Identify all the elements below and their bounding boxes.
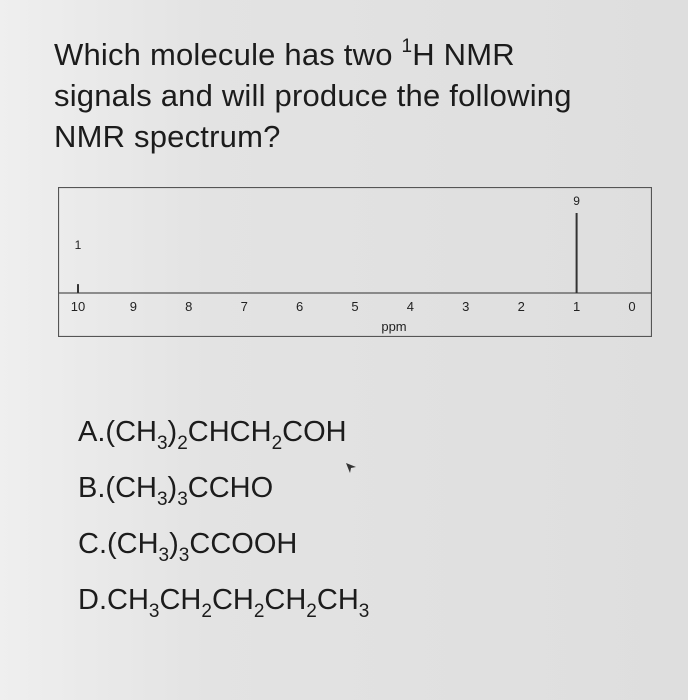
answer-option-b <box>78 468 598 524</box>
x-tick-label-0: 0 <box>628 299 636 314</box>
formula-subscript: 2 <box>253 601 265 622</box>
superscript-one: 1 <box>401 36 413 57</box>
formula-segment: ) <box>169 528 179 560</box>
answer-option-c <box>78 524 598 580</box>
formula-subscript: 3 <box>178 545 190 566</box>
question-line-1-pre: Which molecule has two <box>54 37 402 72</box>
x-tick-label-5: 5 <box>351 299 359 314</box>
question-line-1 <box>54 34 654 75</box>
formula-segment: (CH <box>105 416 157 448</box>
formula-subscript: 2 <box>271 433 283 454</box>
x-axis-label: ppm <box>381 319 407 334</box>
formula-subscript: 3 <box>358 601 370 622</box>
x-tick-label-1: 1 <box>572 299 581 314</box>
formula-segment: COH <box>282 416 347 448</box>
x-tick-label-10: 10 <box>70 299 86 314</box>
x-tick-label-6: 6 <box>295 299 304 314</box>
formula-segment: CH <box>107 584 149 616</box>
option-formula <box>105 412 346 452</box>
pointer-arrow-icon <box>344 461 358 475</box>
question-line-1-post: H NMR <box>412 37 515 72</box>
question-text <box>54 34 654 157</box>
formula-subscript: 3 <box>156 433 168 454</box>
formula-segment: (CH <box>107 528 159 560</box>
option-letter: C. <box>78 528 107 560</box>
peak-integration-label-0: 1 <box>74 238 82 252</box>
x-tick-label-7: 7 <box>240 299 248 314</box>
formula-subscript: 3 <box>148 601 160 622</box>
formula-segment: (CH <box>105 472 157 504</box>
option-formula <box>107 580 369 620</box>
option-letter: A. <box>78 416 106 448</box>
formula-subscript: 3 <box>156 489 168 510</box>
formula-segment: CCOOH <box>189 528 298 560</box>
answer-option-a <box>78 412 598 468</box>
x-tick-label-8: 8 <box>185 299 193 314</box>
option-formula <box>107 524 297 564</box>
option-letter: D. <box>78 584 107 616</box>
formula-subscript: 2 <box>306 601 317 622</box>
formula-subscript: 2 <box>177 433 188 454</box>
formula-segment: ) <box>167 416 178 448</box>
answer-option-d <box>78 580 598 636</box>
formula-segment: CH <box>211 584 254 616</box>
x-tick-label-2: 2 <box>517 299 525 314</box>
x-tick-label-3: 3 <box>462 299 470 314</box>
spectrum-frame <box>59 188 652 337</box>
formula-subscript: 2 <box>201 601 212 622</box>
formula-subscript: 3 <box>177 489 188 510</box>
peaks <box>75 194 581 293</box>
formula-segment: CH <box>264 584 307 616</box>
question-line-2: signals and will produce the following <box>54 78 572 113</box>
formula-subscript: 3 <box>158 545 170 566</box>
formula-segment: CCHO <box>187 472 274 504</box>
formula-segment: CH <box>316 584 359 616</box>
option-formula <box>105 468 273 508</box>
option-letter: B. <box>78 472 106 504</box>
formula-segment: ) <box>167 472 178 504</box>
x-tick-labels <box>71 299 636 314</box>
answer-options <box>78 412 598 636</box>
peak-integration-label-1: 9 <box>573 194 580 208</box>
formula-segment: CHCH <box>187 416 272 448</box>
nmr-spectrum-chart <box>58 187 652 337</box>
formula-segment: CH <box>159 584 202 616</box>
x-tick-label-4: 4 <box>406 299 415 314</box>
question-line-3: NMR spectrum? <box>54 119 281 154</box>
x-tick-label-9: 9 <box>129 299 138 314</box>
